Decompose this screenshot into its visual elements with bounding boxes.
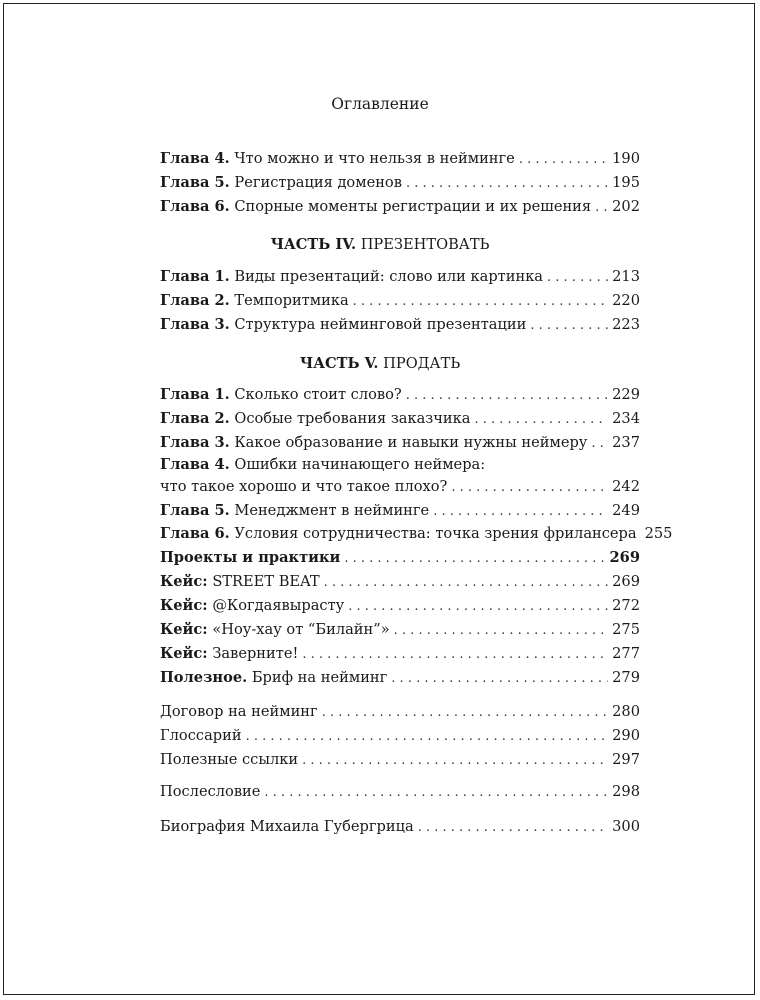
- entry-prefix: Глава 1.: [160, 386, 230, 403]
- entry-prefix: Глава 3.: [160, 315, 230, 333]
- leader-dots: [344, 547, 605, 571]
- leader-dots: [302, 643, 608, 667]
- toc-group-2: [160, 265, 640, 337]
- entry-prefix: Глава 4.: [160, 150, 230, 167]
- toc-group-afterword: [160, 780, 640, 804]
- toc-entry: [160, 522, 673, 546]
- toc-entry: [160, 748, 640, 772]
- toc-entry: [160, 195, 640, 219]
- entry-title: Бриф на нейминг: [251, 668, 388, 686]
- entry-title-continuation: что такое хорошо и что такое плохо?: [160, 477, 448, 495]
- entry-prefix: Кейс:: [160, 573, 208, 591]
- part-heading-v: [0, 355, 760, 372]
- entry-title: Биография Михаила Губергрица: [160, 818, 414, 835]
- page-number: 297: [612, 750, 640, 768]
- leader-dots: [451, 476, 608, 500]
- toc-entry-useful: [160, 666, 640, 690]
- leader-dots: [433, 500, 608, 524]
- leader-dots: [595, 196, 608, 220]
- page-number: 272: [612, 597, 640, 615]
- leader-dots: [406, 384, 608, 408]
- toc-entry-continuation: [160, 475, 640, 499]
- page-number: 223: [612, 315, 640, 333]
- toc-entry: [160, 147, 640, 171]
- entry-title: Проекты и практики: [160, 549, 341, 567]
- leader-dots: [264, 781, 608, 805]
- leader-dots: [324, 571, 609, 595]
- page-number: 190: [612, 150, 640, 167]
- entry-title: Договор на нейминг: [160, 703, 318, 720]
- entry-title: Менеджмент в нейминге: [234, 501, 430, 519]
- page-number: 237: [612, 433, 640, 451]
- page-number: 234: [612, 409, 640, 427]
- leader-dots: [391, 667, 608, 691]
- entry-prefix: Кейс:: [160, 644, 208, 662]
- entry-prefix: Полезное.: [160, 668, 248, 686]
- part-heading-iv: [0, 236, 760, 253]
- page-number: 275: [612, 621, 640, 639]
- toc-entry: [160, 700, 640, 724]
- part-title: ПРОДАТЬ: [383, 355, 461, 372]
- entry-title: «Ноу-хау от “Билайн”»: [212, 621, 390, 639]
- leader-dots: [547, 266, 608, 290]
- entry-title: Виды презентаций: слово или картинка: [234, 268, 544, 285]
- entry-title: Послесловие: [160, 783, 261, 800]
- toc-entry: [160, 289, 640, 313]
- entry-prefix: Глава 2.: [160, 291, 230, 309]
- entry-title: Полезные ссылки: [160, 750, 299, 768]
- toc-entry: [160, 499, 640, 523]
- toc-entry: [160, 313, 640, 337]
- page-number: 255: [644, 525, 673, 543]
- leader-dots: [394, 619, 608, 643]
- leader-dots: [474, 408, 608, 432]
- page-number: 280: [612, 703, 640, 720]
- page-number: 202: [612, 197, 640, 215]
- entry-title: Глоссарий: [160, 726, 242, 744]
- entry-prefix: Глава 5.: [160, 501, 230, 519]
- leader-dots: [406, 172, 608, 196]
- leader-dots: [302, 749, 608, 773]
- page-number: 290: [612, 726, 640, 744]
- toc-group-biography: [160, 815, 640, 839]
- entry-prefix: Кейс:: [160, 621, 208, 639]
- page-number: 269: [612, 573, 640, 591]
- page-number: 298: [612, 783, 640, 800]
- page-number: 300: [612, 818, 640, 835]
- entry-title: Темпоритмика: [234, 291, 349, 309]
- leader-dots: [418, 816, 608, 840]
- entry-title: Спорные моменты регистрации и их решения: [234, 197, 592, 215]
- page-number: 213: [612, 268, 640, 285]
- toc-entry: [160, 265, 640, 289]
- toc-entry-first-line: [160, 455, 640, 475]
- entry-title: Условия сотрудничества: точка зрения фрилансера: [234, 525, 637, 543]
- page-number: 277: [612, 644, 640, 662]
- toc-entry: [160, 815, 640, 839]
- entry-prefix: Глава 4.: [160, 455, 230, 473]
- part-prefix: ЧАСТЬ IV.: [270, 236, 357, 253]
- page-number: 220: [612, 291, 640, 309]
- part-prefix: ЧАСТЬ V.: [299, 355, 379, 372]
- toc-entry: [160, 407, 640, 431]
- leader-dots: [246, 725, 609, 749]
- toc-group-1: [160, 147, 640, 219]
- toc-entry: [160, 724, 640, 748]
- page-number: 195: [612, 173, 640, 191]
- page-title: Оглавление: [331, 95, 429, 113]
- leader-dots: [353, 290, 608, 314]
- entry-prefix: Глава 2.: [160, 409, 230, 427]
- page-number: 242: [612, 477, 640, 495]
- entry-prefix: Кейс:: [160, 597, 208, 615]
- entry-prefix: Глава 6.: [160, 525, 230, 543]
- entry-prefix: Глава 5.: [160, 173, 230, 191]
- toc-entry-projects: [160, 546, 640, 570]
- toc-entry-case: [160, 618, 640, 642]
- entry-title: STREET BEAT: [212, 573, 320, 591]
- toc-entry: [160, 780, 640, 804]
- leader-dots: [530, 314, 608, 338]
- entry-title: Заверните!: [212, 644, 299, 662]
- entry-title: Какое образование и навыки нужны неймеру: [234, 433, 588, 451]
- entry-title: Особые требования заказчика: [234, 409, 471, 427]
- page-number: 249: [612, 501, 640, 519]
- leader-dots: [348, 595, 608, 619]
- toc-entry: [160, 171, 640, 195]
- entry-prefix: Глава 6.: [160, 197, 230, 215]
- page-number: 279: [612, 668, 640, 686]
- toc-entry-case: [160, 642, 640, 666]
- entry-title: Структура нейминговой презентации: [234, 315, 527, 333]
- entry-prefix: Глава 1.: [160, 268, 230, 285]
- toc-entry: [160, 383, 640, 407]
- page-number: 269: [609, 549, 640, 567]
- toc-group-3: [160, 383, 673, 690]
- entry-title: Что можно и что нельзя в нейминге: [234, 150, 515, 167]
- toc-entry-case: [160, 594, 640, 618]
- entry-prefix: Глава 3.: [160, 433, 230, 451]
- toc-group-appendix: [160, 700, 640, 772]
- toc-entry: [160, 431, 640, 455]
- page-number: 229: [612, 386, 640, 403]
- leader-dots: [322, 701, 608, 725]
- leader-dots: [519, 148, 608, 172]
- entry-title: Ошибки начинающего неймера:: [234, 455, 486, 473]
- entry-title: Сколько стоит слово?: [234, 386, 402, 403]
- toc-entry-case: [160, 570, 640, 594]
- entry-title: Регистрация доменов: [234, 173, 402, 191]
- entry-title: @Когдаявырасту: [212, 597, 345, 615]
- leader-dots: [591, 432, 608, 456]
- part-title: ПРЕЗЕНТОВАТЬ: [360, 236, 490, 253]
